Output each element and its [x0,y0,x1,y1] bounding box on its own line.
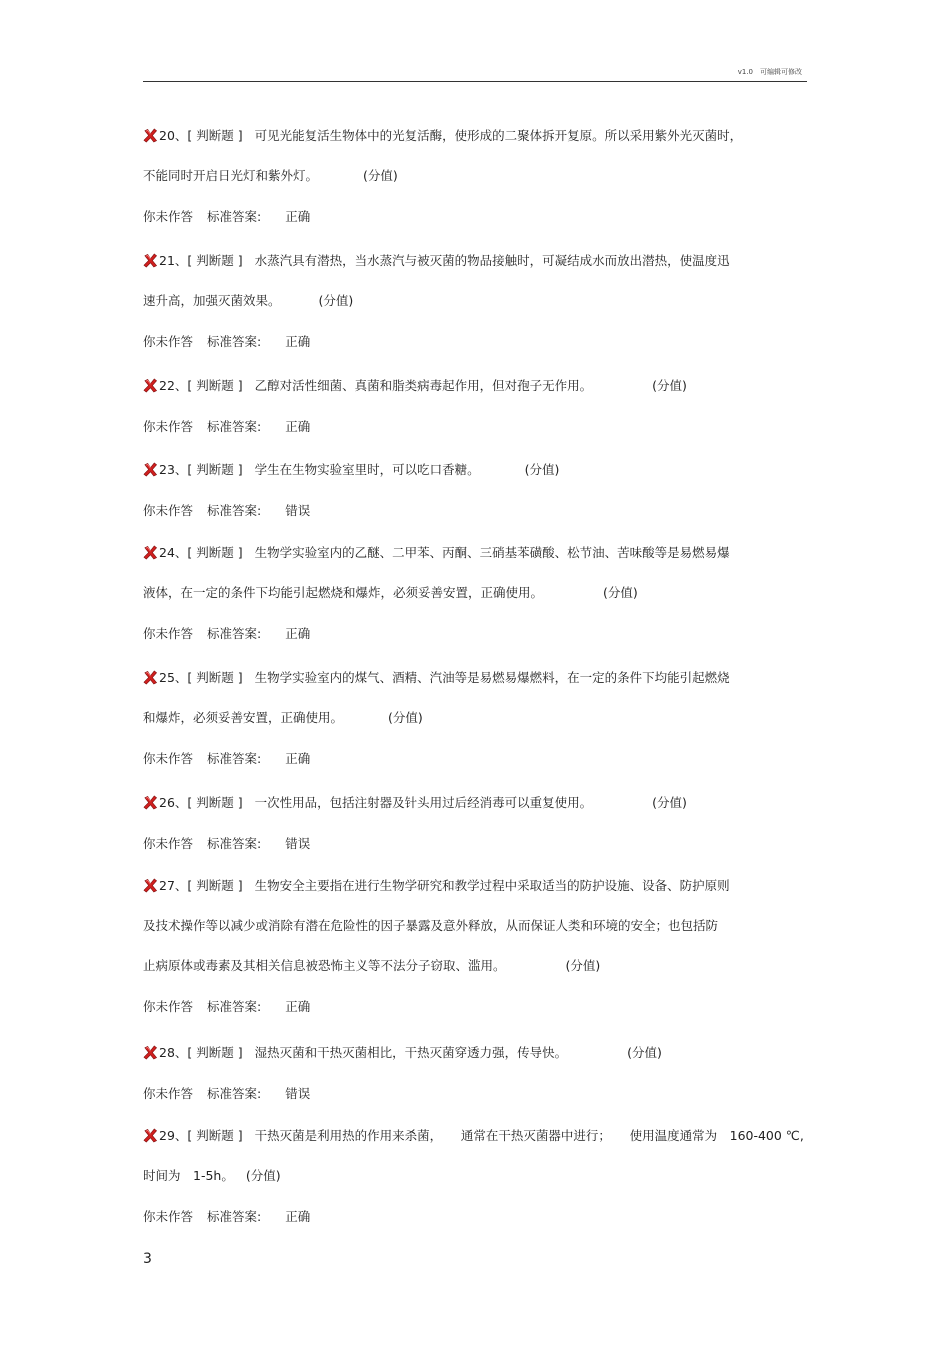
score-label: (分值) [524,462,560,477]
not-answered-label: 你未作答 [143,836,194,851]
standard-answer-value: 正确 [285,999,311,1014]
question-text: 水蒸汽具有潜热，当水蒸汽与被灭菌的物品接触时，可凝结成水而放出潜热，使温度迅 [254,253,730,268]
question-type: 、[ 判断题 ] [174,1045,243,1060]
question-text: 可见光能复活生物体中的光复活酶，使形成的二聚体拆开复原。所以采用紫外光灭菌时， [254,128,743,143]
question-text: 止病原体或毒素及其相关信息被恐怖主义等不法分子窃取、滥用。 [143,958,506,973]
wrong-mark-icon [143,128,158,143]
not-answered-label: 你未作答 [143,751,194,766]
standard-answer-label: 标准答案: [207,334,262,349]
question-text: 湿热灭菌和干热灭菌相比，干热灭菌穿透力强，传导快。 [254,1045,568,1060]
wrong-mark-icon [143,462,158,477]
header-meta: v1.0 可编辑可修改 [737,68,802,76]
question-number: 25 [159,670,175,685]
answer-line [143,334,310,350]
question-text: 生物安全主要指在进行生物学研究和教学过程中采取适当的防护设施、设备、防护原则 [254,878,730,893]
question-line [143,878,730,894]
question-number: 27 [159,878,175,893]
answer-line [143,1209,310,1225]
answer-line [143,503,310,519]
question-line [143,462,559,478]
question-text: 一次性用品，包括注射器及针头用过后经消毒可以重复使用。 [254,795,593,810]
wrong-mark-icon [143,378,158,393]
page-number: 3 [143,1251,152,1267]
header-rule [143,81,807,82]
question-type: 、[ 判断题 ] [174,128,243,143]
score-label: (分值) [627,1045,662,1060]
question-number: 24 [159,545,175,560]
score-label: (分值) [318,293,354,308]
question-continuation [143,168,398,184]
question-continuation [143,1168,281,1184]
wrong-mark-icon [143,670,158,685]
question-continuation [143,293,353,309]
standard-answer-value: 错误 [285,1086,311,1101]
question-number: 23 [159,462,175,477]
question-number: 20 [159,128,175,143]
question-number: 21 [159,253,175,268]
question-text: 时间为 1-5h。 [143,1168,234,1183]
standard-answer-label: 标准答案: [207,999,262,1014]
question-continuation [143,585,638,601]
not-answered-label: 你未作答 [143,334,194,349]
not-answered-label: 你未作答 [143,999,194,1014]
question-line [143,545,730,561]
question-type: 、[ 判断题 ] [174,1128,243,1143]
question-type: 、[ 判断题 ] [174,670,243,685]
wrong-mark-icon [143,1045,158,1060]
score-label: (分值) [652,795,687,810]
question-continuation [143,958,600,974]
standard-answer-label: 标准答案: [207,503,262,518]
not-answered-label: 你未作答 [143,1209,194,1224]
question-type: 、[ 判断题 ] [174,378,243,393]
question-continuation [143,710,423,726]
question-line [143,128,742,144]
standard-answer-label: 标准答案: [207,836,262,851]
standard-answer-value: 错误 [285,836,311,851]
question-line [143,1045,662,1061]
question-continuation [143,918,718,934]
standard-answer-label: 标准答案: [207,1086,262,1101]
question-type: 、[ 判断题 ] [174,253,243,268]
answer-line [143,419,310,435]
answer-line [143,209,310,225]
score-label: (分值) [652,378,687,393]
question-text: 学生在生物实验室里时，可以吃口香糖。 [254,462,480,477]
wrong-mark-icon [143,545,158,560]
question-line [143,795,687,811]
question-line [143,378,687,394]
wrong-mark-icon [143,253,158,268]
wrong-mark-icon [143,795,158,810]
score-label: (分值) [245,1168,281,1183]
score-label: (分值) [603,585,638,600]
score-label: (分值) [388,710,423,725]
standard-answer-label: 标准答案: [207,1209,262,1224]
answer-line [143,999,310,1015]
question-type: 、[ 判断题 ] [174,462,243,477]
standard-answer-value: 正确 [285,1209,311,1224]
question-line [143,1128,804,1144]
answer-line [143,626,310,642]
question-number: 29 [159,1128,175,1143]
standard-answer-value: 正确 [285,751,311,766]
question-type: 、[ 判断题 ] [174,545,243,560]
question-text: 干热灭菌是利用热的作用来杀菌， 通常在干热灭菌器中进行； 使用温度通常为 160-400 ℃, [254,1128,804,1143]
question-number: 28 [159,1045,175,1060]
score-label: (分值) [565,958,601,973]
question-type: 、[ 判断题 ] [174,878,243,893]
standard-answer-label: 标准答案: [207,626,262,641]
standard-answer-value: 正确 [285,626,311,641]
question-type: 、[ 判断题 ] [174,795,243,810]
question-text: 不能同时开启日光灯和紫外灯。 [143,168,319,183]
standard-answer-value: 错误 [285,503,311,518]
question-text: 生物学实验室内的煤气、酒精、汽油等是易燃易爆燃料，在一定的条件下均能引起燃烧 [254,670,730,685]
standard-answer-label: 标准答案: [207,209,262,224]
not-answered-label: 你未作答 [143,626,194,641]
question-line [143,253,730,269]
question-number: 22 [159,378,175,393]
answer-line [143,836,310,852]
answer-line [143,751,310,767]
wrong-mark-icon [143,1128,158,1143]
question-text: 及技术操作等以减少或消除有潜在危险性的因子暴露及意外释放，从而保证人类和环境的安全；也包括防 [143,918,719,933]
question-number: 26 [159,795,175,810]
standard-answer-label: 标准答案: [207,751,262,766]
wrong-mark-icon [143,878,158,893]
question-text: 和爆炸，必须妥善安置，正确使用。 [143,710,344,725]
not-answered-label: 你未作答 [143,503,194,518]
question-line [143,670,730,686]
question-text: 乙醇对活性细菌、真菌和脂类病毒起作用，但对孢子无作用。 [254,378,593,393]
not-answered-label: 你未作答 [143,1086,194,1101]
standard-answer-value: 正确 [285,419,311,434]
question-text: 生物学实验室内的乙醚、二甲苯、丙酮、三硝基苯磺酸、松节油、苦味酸等是易燃易爆 [254,545,730,560]
not-answered-label: 你未作答 [143,209,194,224]
question-text: 液体，在一定的条件下均能引起燃烧和爆炸，必须妥善安置，正确使用。 [143,585,544,600]
answer-line [143,1086,310,1102]
not-answered-label: 你未作答 [143,419,194,434]
question-text: 速升高，加强灭菌效果。 [143,293,281,308]
standard-answer-value: 正确 [285,334,311,349]
score-label: (分值) [363,168,398,183]
standard-answer-value: 正确 [285,209,311,224]
standard-answer-label: 标准答案: [207,419,262,434]
